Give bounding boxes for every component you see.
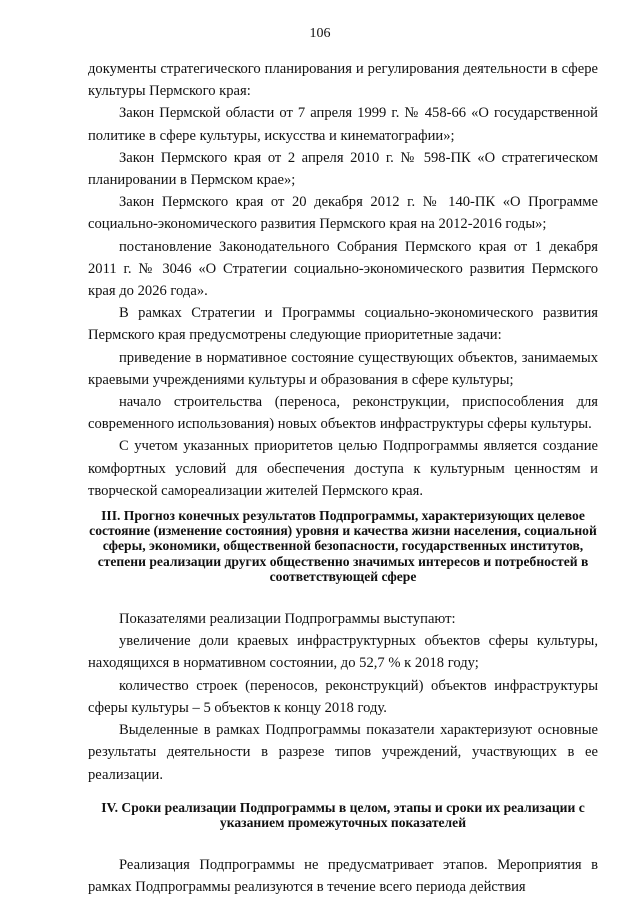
paragraph-indicator-count: количество строек (переносов, реконструкций) объектов инфраструктуры сферы культуры – 5 объектов к концу 2018 году. [88, 677, 598, 716]
section-heading-iv: IV. Сроки реализации Подпрограммы в целом, этапы и сроки их реализации с указанием промежуточных показателей [101, 799, 585, 830]
paragraph-law-2010: Закон Пермского края от 2 апреля 2010 г. № 598-ПК «О стратегическом планировании в Пермском крае»; [88, 149, 598, 189]
paragraph-indicators-intro: Показателями реализации Подпрограммы выступают: [119, 611, 456, 628]
paragraph-law-1999: Закон Пермской области от 7 апреля 1999 г. № 458-66 «О государственной политике в сфере культуры, искусства и кинематографии»; [88, 105, 598, 144]
paragraph-indicators-summary: Выделенные в рамках Подпрограммы показатели характеризуют основные результаты деятельности в разрезе типов учреждений, участвующих в ее реализации. [88, 722, 598, 783]
paragraph-implementation-terms: Реализация Подпрограммы не предусматривает этапов. Мероприятия в рамках Подпрограммы реализуются в течение всего периода действия [88, 857, 598, 896]
paragraph-task-normative: приведение в нормативное состояние существующих объектов, занимаемых краевыми учреждениями культуры и образования в сфере культуры; [88, 349, 598, 388]
page-number: 106 [309, 26, 331, 41]
paragraph-indicator-share: увеличение доли краевых инфраструктурных объектов сферы культуры, находящихся в нормативном состоянии, до 52,7 % к 2018 году; [88, 633, 598, 672]
paragraph-task-construction: начало строительства (переноса, реконструкции, приспособления для современного использования) новых объектов инфраструктуры сферы культуры. [88, 394, 598, 433]
paragraph-subprogram-goal: С учетом указанных приоритетов целью Подпрограммы является создание комфортных условий для обеспечения доступа к культурным ценностям и творческой самореализации жителей Пермского края. [88, 438, 598, 499]
paragraph-resolution-2011: постановление Законодательного Собрания Пермского края от 1 декабря 2011 г. № 3046 «О Стратегии социально-экономического развития Пермского края до 2026 года». [88, 238, 598, 300]
paragraph-law-2012: Закон Пермского края от 20 декабря 2012 г. № 140-ПК «О Программе социально-экономического развития Пермского края на 2012-2016 годы»; [88, 194, 598, 233]
paragraph-strategic-documents: документы стратегического планирования и регулирования деятельности в сфере культуры Пермского края: [88, 61, 598, 100]
section-heading-iii: III. Прогноз конечных результатов Подпрограммы, характеризующих целевое состояние (изменение состояния) уровня и качества жизни населения, социальной сферы, экономики, общественной безопасности, государственных институтов, степени реализации других общественно значимых интересов и потребностей в соответствующей сфере [89, 508, 597, 584]
page-body [88, 58, 598, 899]
paragraph-priority-tasks: В рамках Стратегии и Программы социально-экономического развития Пермского края предусмотрены следующие приоритетные задачи: [88, 305, 598, 344]
